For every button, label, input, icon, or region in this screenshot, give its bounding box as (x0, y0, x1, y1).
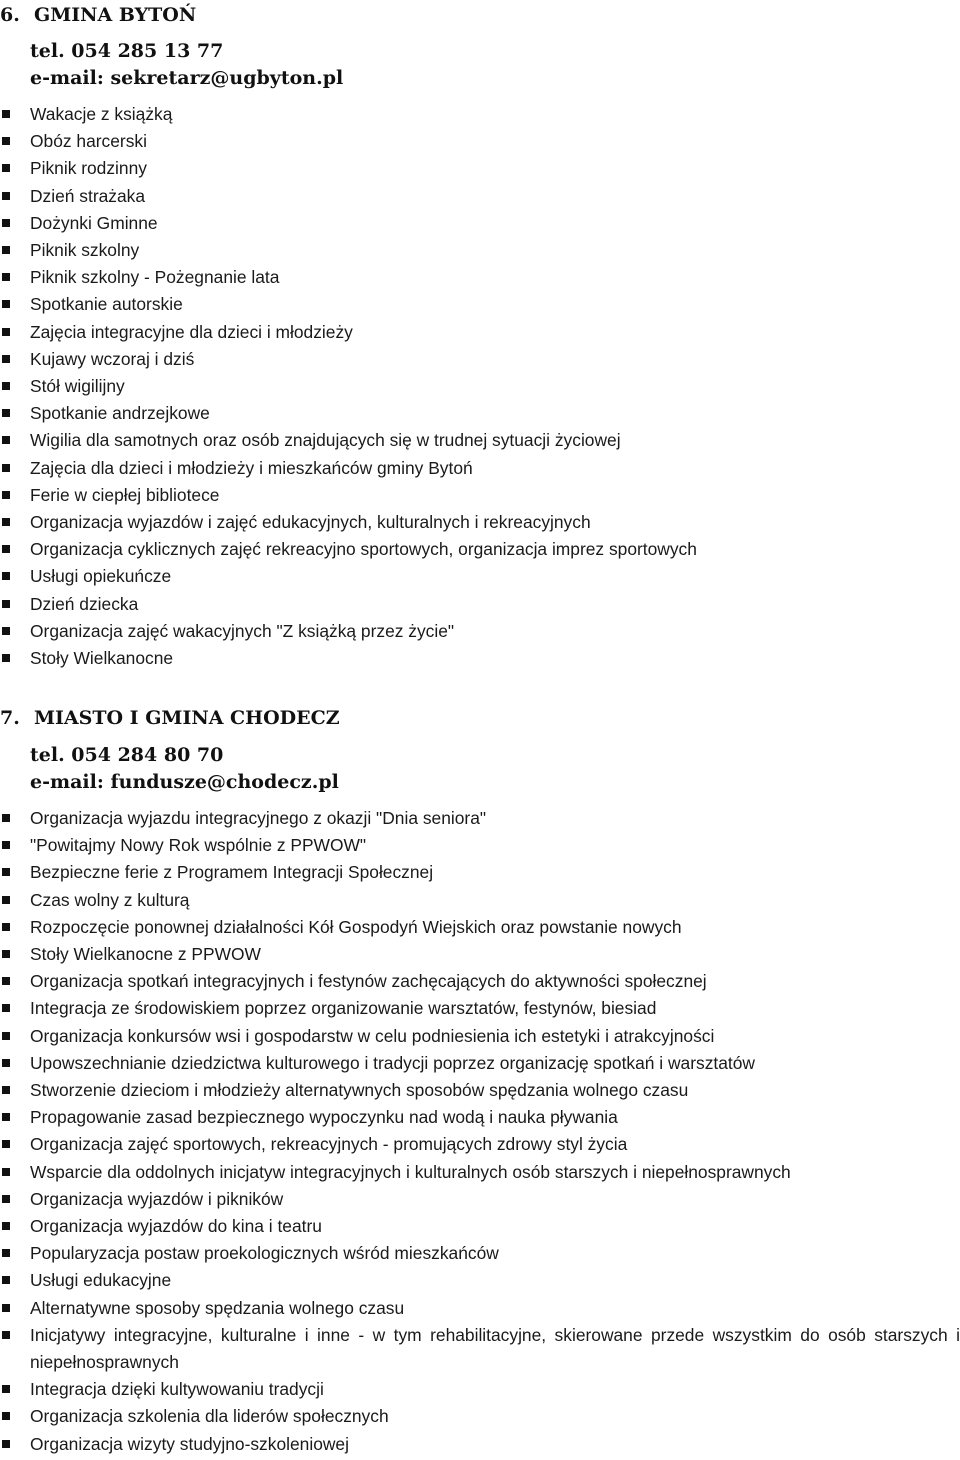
square-bullet-icon (2, 654, 10, 662)
list-item-text: Dożynki Gminne (30, 212, 158, 233)
square-bullet-icon (2, 1032, 10, 1040)
contact-email: e-mail: fundusze@chodecz.pl (30, 771, 339, 793)
list-item (0, 400, 960, 427)
square-bullet-icon (2, 545, 10, 553)
list-item (0, 210, 960, 237)
list-item-text: Organizacja cyklicznych zajęć rekreacyjno sportowych, organizacja imprez sportowych (30, 539, 697, 560)
list-item (0, 859, 960, 886)
list-item-text: Zajęcia dla dzieci i młodzieży i mieszkańców gminy Bytoń (30, 457, 473, 478)
list-item (0, 346, 960, 373)
list-item-text: Piknik szkolny - Pożegnanie lata (30, 267, 280, 288)
list-item-text: Organizacja szkolenia dla liderów społecznych (30, 1406, 389, 1427)
list-item-text: Dzień strażaka (30, 185, 146, 206)
list-item (0, 995, 960, 1022)
list-item-text: Wakacje z książką (30, 104, 173, 124)
section-gmina-byton (0, 2, 960, 672)
list-item-text: "Powitajmy Nowy Rok wspólnie z PPWOW" (30, 835, 367, 856)
list-item (0, 536, 960, 563)
contact-phone: tel. 054 284 80 70 (30, 744, 224, 766)
square-bullet-icon (2, 572, 10, 580)
list-item (0, 455, 960, 482)
section-title: MIASTO I GMINA CHODECZ (34, 707, 340, 729)
list-item-text: Czas wolny z kulturą (30, 889, 190, 910)
square-bullet-icon (2, 950, 10, 958)
list-item (0, 1159, 960, 1186)
list-item-text: Obóz harcerski (30, 131, 147, 152)
list-item (0, 968, 960, 995)
list-item-text: Organizacja wyjazdu integracyjnego z okazji "Dnia seniora" (30, 808, 487, 828)
list-item-text: Kujawy wczoraj i dziś (30, 348, 195, 369)
section-number: 7. (0, 707, 20, 729)
section-miasto-i-gmina-chodecz (0, 705, 960, 1458)
section-number: 6. (0, 4, 20, 26)
list-item-text: Propagowanie zasad bezpiecznego wypoczynku nad wodą i nauka pływania (30, 1107, 618, 1128)
list-item (0, 427, 960, 454)
list-item-text: Organizacja wyjazdów i pikników (30, 1188, 284, 1209)
list-item-text: Popularyzacja postaw proekologicznych wśród mieszkańców (30, 1243, 499, 1264)
list-item (0, 155, 960, 182)
list-item-text: Organizacja konkursów wsi i gospodarstw w celu podniesienia ich estetyki i atrakcyjności (30, 1025, 715, 1046)
list-item (0, 1023, 960, 1050)
list-item-text: Stoły Wielkanocne z PPWOW (30, 944, 261, 965)
list-item (0, 183, 960, 210)
square-bullet-icon (2, 1249, 10, 1257)
list-item (0, 319, 960, 346)
square-bullet-icon (2, 1304, 10, 1312)
list-item (0, 805, 960, 832)
list-item (0, 941, 960, 968)
square-bullet-icon (2, 273, 10, 281)
list-item (0, 509, 960, 536)
list-item (0, 618, 960, 645)
square-bullet-icon (2, 868, 10, 876)
list-item-text: Alternatywne sposoby spędzania wolnego czasu (30, 1297, 405, 1318)
list-item (0, 482, 960, 509)
list-item (0, 1213, 960, 1240)
square-bullet-icon (2, 1222, 10, 1230)
list-item-text: Integracja ze środowiskiem poprzez organizowanie warsztatów, festynów, biesiad (30, 998, 657, 1019)
square-bullet-icon (2, 110, 10, 118)
square-bullet-icon (2, 192, 10, 200)
square-bullet-icon (2, 518, 10, 526)
list-item-text: Stół wigilijny (30, 376, 125, 397)
list-item (0, 1104, 960, 1131)
list-item-text: Wigilia dla samotnych oraz osób znajdujących się w trudnej sytuacji życiowej (30, 430, 621, 451)
square-bullet-icon (2, 1195, 10, 1203)
square-bullet-icon (2, 627, 10, 635)
square-bullet-icon (2, 814, 10, 822)
list-item (0, 1240, 960, 1267)
square-bullet-icon (2, 382, 10, 390)
list-item-text: Zajęcia integracyjne dla dzieci i młodzieży (30, 321, 353, 342)
square-bullet-icon (2, 1168, 10, 1176)
list-item-text: Stworzenie dzieciom i młodzieży alternatywnych sposobów spędzania wolnego czasu (30, 1080, 689, 1101)
square-bullet-icon (2, 977, 10, 985)
square-bullet-icon (2, 841, 10, 849)
square-bullet-icon (2, 1086, 10, 1094)
list-item (0, 1077, 960, 1104)
list-item-text: Integracja dzięki kultywowaniu tradycji (30, 1379, 324, 1400)
list-item (0, 1267, 960, 1294)
list-item-text: Piknik rodzinny (30, 158, 147, 179)
list-item (0, 291, 960, 318)
list-item-text: Organizacja spotkań integracyjnych i festynów zachęcających do aktywności społecznej (30, 971, 707, 992)
square-bullet-icon (2, 355, 10, 363)
list-item (0, 373, 960, 400)
list-item (0, 645, 960, 672)
square-bullet-icon (2, 328, 10, 336)
list-item-text: Usługi opiekuńcze (30, 566, 172, 587)
square-bullet-icon (2, 300, 10, 308)
square-bullet-icon (2, 923, 10, 931)
section-heading (0, 705, 960, 731)
square-bullet-icon (2, 409, 10, 417)
list-item (0, 264, 960, 291)
square-bullet-icon (2, 1412, 10, 1420)
square-bullet-icon (2, 436, 10, 444)
list-item (0, 914, 960, 941)
square-bullet-icon (2, 164, 10, 172)
square-bullet-icon (2, 896, 10, 904)
list-item-text: Dzień dziecka (30, 593, 139, 614)
list-item-text: Rozpoczęcie ponownej działalności Kół Gospodyń Wiejskich oraz powstanie nowych (30, 916, 682, 937)
list-item (0, 1431, 960, 1458)
list-item-text: Inicjatywy integracyjne, kulturalne i inne - w tym rehabilitacyjne, skierowane przede wszystkim do osób starszych i niepełnosprawnych (30, 1324, 960, 1373)
list-item (0, 1376, 960, 1403)
square-bullet-icon (2, 219, 10, 227)
list-item (0, 887, 960, 914)
list-item-text: Spotkanie autorskie (30, 294, 183, 315)
list-item-text: Piknik szkolny (30, 240, 140, 261)
list-item (0, 1295, 960, 1322)
list-item (0, 237, 960, 264)
list-item (0, 832, 960, 859)
section-heading (0, 2, 960, 28)
list-item-text: Usługi edukacyjne (30, 1270, 172, 1291)
square-bullet-icon (2, 491, 10, 499)
list-item-text: Organizacja zajęć sportowych, rekreacyjnych - promujących zdrowy styl życia (30, 1134, 628, 1155)
list-item-text: Bezpieczne ferie z Programem Integracji Społecznej (30, 862, 434, 883)
list-item (0, 563, 960, 590)
square-bullet-icon (2, 600, 10, 608)
list-item (0, 128, 960, 155)
contact-phone: tel. 054 285 13 77 (30, 40, 224, 62)
contact-email: e-mail: sekretarz@ugbyton.pl (30, 67, 344, 89)
list-item (0, 101, 960, 128)
list-item-text: Organizacja wyjazdów do kina i teatru (30, 1216, 322, 1237)
square-bullet-icon (2, 1004, 10, 1012)
square-bullet-icon (2, 1113, 10, 1121)
square-bullet-icon (2, 1331, 10, 1339)
list-item-text: Organizacja zajęć wakacyjnych "Z książką przez życie" (30, 620, 455, 641)
list-item (0, 1050, 960, 1077)
square-bullet-icon (2, 1440, 10, 1448)
list-item-text: Upowszechnianie dziedzictwa kulturowego i tradycji poprzez organizację spotkań i warsztatów (30, 1052, 755, 1073)
list-item-text: Ferie w ciepłej bibliotece (30, 484, 220, 505)
list-item-text: Spotkanie andrzejkowe (30, 403, 210, 424)
list-item-text: Stoły Wielkanocne (30, 648, 174, 669)
activity-list (0, 101, 960, 672)
activity-list (0, 805, 960, 1458)
square-bullet-icon (2, 1059, 10, 1067)
list-item-text: Organizacja wizyty studyjno-szkoleniowej (30, 1433, 349, 1454)
list-item (0, 1186, 960, 1213)
list-item (0, 1131, 960, 1158)
square-bullet-icon (2, 1276, 10, 1284)
square-bullet-icon (2, 246, 10, 254)
list-item-text: Wsparcie dla oddolnych inicjatyw integracyjnych i kulturalnych osób starszych i niepełnosprawnych (30, 1161, 791, 1182)
list-item (0, 1322, 960, 1376)
section-title: GMINA BYTOŃ (34, 4, 197, 26)
square-bullet-icon (2, 137, 10, 145)
square-bullet-icon (2, 464, 10, 472)
list-item-text: Organizacja wyjazdów i zajęć edukacyjnych, kulturalnych i rekreacyjnych (30, 512, 591, 533)
square-bullet-icon (2, 1385, 10, 1393)
square-bullet-icon (2, 1140, 10, 1148)
list-item (0, 591, 960, 618)
list-item (0, 1403, 960, 1430)
